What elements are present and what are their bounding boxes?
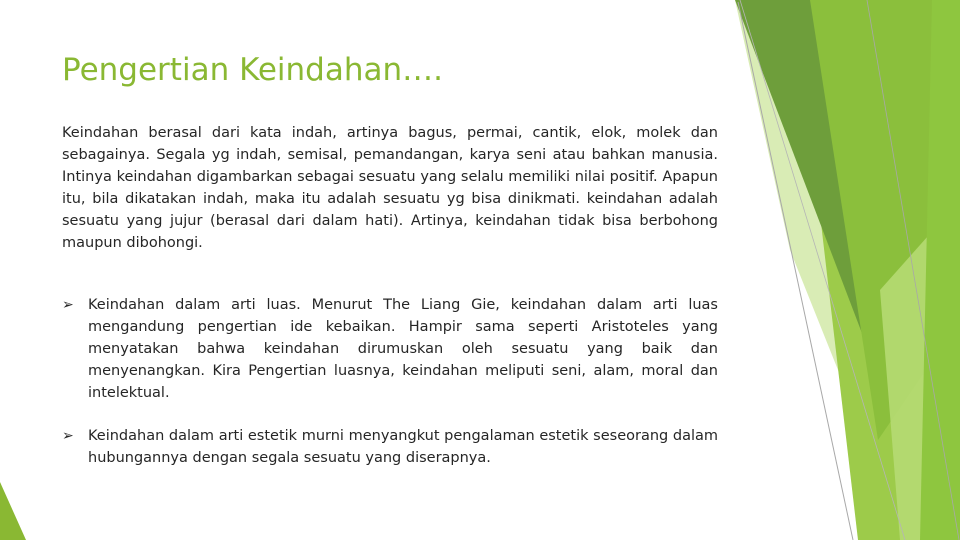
intro-paragraph: Keindahan berasal dari kata indah, artinya bagus, permai, cantik, elok, molek dan sebagainya. Segala yg indah, semisal, pemandangan, karya seni atau bahkan manusia. Intinya keindahan digambarkan sebagai sesuatu yang selalu memiliki nilai positif. Apapun itu, bila dikatakan indah, maka itu adalah sesuatu yg bisa dinikmati. keindahan adalah sesuatu yang jujur (berasal dari dalam hati). Artinya, keindahan tidak bisa berbohong maupun dibohongi. [62, 125, 718, 251]
bullet-text: Keindahan dalam arti estetik murni menyangkut pengalaman estetik seseorang dalam hubungannya dengan segala sesuatu yang diserapnya. [88, 428, 718, 466]
bullet-item [62, 425, 718, 469]
slide-title: Pengertian Keindahan…. [62, 52, 444, 88]
arrowhead-bullet-icon: ➢ [62, 297, 74, 313]
bullet-item [62, 294, 718, 404]
slide-content [62, 122, 718, 490]
bullet-list [62, 294, 718, 469]
bullet-text: Keindahan dalam arti luas. Menurut The Liang Gie, keindahan dalam arti luas mengandung pengertian ide kebaikan. Hampir sama seperti Aristoteles yang menyatakan bahwa keindahan dirumuskan oleh sesuatu yang baik dan menyenangkan. Kira Pengertian luasnya, keindahan meliputi seni, alam, moral dan intelektual. [88, 297, 718, 401]
arrowhead-bullet-icon: ➢ [62, 428, 74, 444]
bottom-left-green-shape [0, 482, 26, 540]
